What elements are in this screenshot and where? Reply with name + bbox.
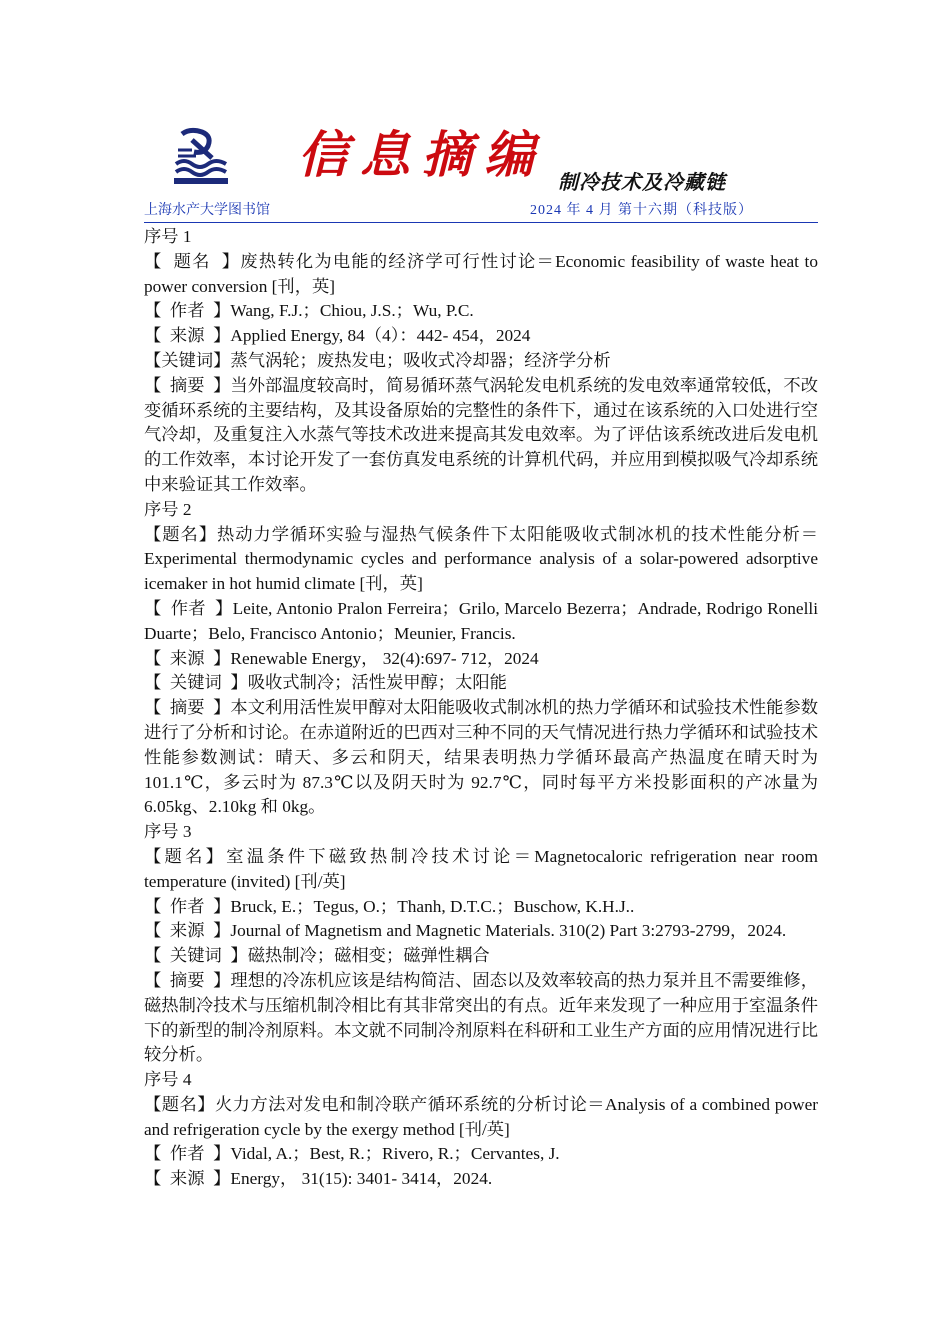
abstract-label: 【 摘要 】 (144, 970, 231, 990)
entry-author-line (144, 1142, 818, 1167)
source-label: 【 来源 】 (144, 326, 231, 346)
library-name: 上海水产大学图书馆 (144, 203, 270, 218)
entry-abstract: 本文利用活性炭甲醇对太阳能吸收式制冰机的热力学循环和试验技术性能参数进行了分析和讨论。在赤道附近的巴西对三种不同的天气情况进行热力学循环和试验技术性能参数测试：晴天、多云和阴天，结果表明热力学循环最高产热温度在晴天时为 101.1℃，多云时为 87.3℃以及阴天时为 92.7℃，同时每平方米投影面积的产冰量为 6.05kg、2.10kg 和 0kg。 (144, 698, 818, 817)
entries-list (144, 225, 818, 1192)
entry-author-line (144, 895, 818, 920)
issue-info: 2024 年 4 月 第十六期（科技版） (530, 203, 753, 218)
entry-source-line (144, 919, 818, 944)
entry-source-line (144, 647, 818, 672)
masthead (144, 120, 818, 200)
entry-keywords-line (144, 944, 818, 969)
entry-seq: 序号 4 (144, 1070, 192, 1090)
entry-source: Renewable Energy， 32(4):697- 712，2024 (230, 648, 539, 668)
masthead-subtitle: 制冷技术及冷藏链 (558, 170, 726, 194)
entry-author: Vidal, A.；Best, R.；Rivero, R.；Cervantes, J. (230, 1144, 560, 1164)
entry-author-line (144, 299, 818, 324)
entry-source-line (144, 1167, 818, 1192)
keywords-label: 【 关键词 】 (144, 673, 248, 693)
entry-4 (144, 1068, 818, 1192)
entry-abstract-line (144, 374, 818, 498)
entry-seq: 序号 3 (144, 822, 192, 842)
entry-source: Journal of Magnetism and Magnetic Materials. 310(2) Part 3:2793-2799，2024. (230, 921, 787, 941)
title-label: 【题名】 (144, 846, 227, 866)
entry-abstract: 当外部温度较高时，简易循环蒸气涡轮发电机系统的发电效率通常较低，不改变循环系统的主要结构，及其设备原始的完整性的条件下，通过在该系统的入口处进行空气冷却，及重复注入水蒸气等技术改进来提高其发电效率。为了评估该系统改进后发电机的工作效率，本讨论开发了一套仿真发电系统的计算机代码，并应用到模拟吸气冷却系统中来验证其工作效率。 (144, 375, 818, 494)
keywords-label: 【 关键词 】 (144, 946, 248, 966)
entry-keywords: 吸收式制冷；活性炭甲醇；太阳能 (247, 673, 507, 693)
entry-abstract-line (144, 696, 818, 820)
source-label: 【 来源 】 (144, 1169, 231, 1189)
masthead-title: 信息摘编 (298, 125, 546, 184)
author-label: 【 作者 】 (144, 301, 231, 321)
entry-keywords-line (144, 349, 818, 374)
entry-author: Bruck, E.；Tegus, O.；Thanh, D.T.C.；Buschow, K.H.J.. (230, 896, 635, 916)
entry-title-line (144, 845, 818, 895)
keywords-label: 【关键词】 (144, 350, 231, 370)
abstract-label: 【 摘要 】 (144, 698, 231, 718)
entry-title-line (144, 1093, 818, 1143)
source-label: 【 来源 】 (144, 648, 231, 668)
entry-author: Wang, F.J.；Chiou, J.S.；Wu, P.C. (230, 301, 474, 321)
entry-seq: 序号 1 (144, 227, 192, 246)
title-label: 【题名】 (144, 524, 217, 544)
entry-abstract: 理想的冷冻机应该是结构简洁、固态以及效率较高的热力泵并且不需要维修，磁热制冷技术与压缩机制冷相比有其非常突出的有点。近年来发现了一种应用于室温条件下的新型的制冷剂原料。本文就不同制冷剂原料在科研和工业生产方面的应用情况进行比较分析。 (144, 970, 818, 1065)
author-label: 【 作者 】 (144, 896, 231, 916)
author-label: 【 作者 】 (144, 1144, 231, 1164)
entry-title: 火力方法对发电和制冷联产循环系统的分析讨论＝Analysis of a combined power and refrigeration cycle by the exergy method [刊/英] (144, 1094, 818, 1139)
title-label: 【题名】 (144, 1094, 215, 1114)
entry-source-line (144, 324, 818, 349)
author-label: 【 作者 】 (144, 598, 233, 618)
entry-2 (144, 498, 818, 820)
entry-author: Leite, Antonio Pralon Ferreira；Grilo, Marcelo Bezerra；Andrade, Rodrigo Ronelli Duarte；Belo, Francisco Antonio；Meunier, Francis. (144, 598, 818, 643)
entry-source: Energy， 31(15): 3401- 3414，2024. (230, 1169, 493, 1189)
document-page (144, 120, 818, 1192)
entry-title: 热动力学循环实验与湿热气候条件下太阳能吸收式制冰机的技术性能分析＝Experimental thermodynamic cycles and performance analysis of a solar-powered adsorptive icemaker in hot humid climate [刊，英] (144, 524, 818, 594)
library-issue-line (144, 200, 818, 223)
entry-author-line (144, 597, 818, 647)
entry-title-line (144, 250, 818, 300)
entry-keywords-line (144, 671, 818, 696)
entry-title: 室温条件下磁致热制冷技术讨论＝Magnetocaloric refrigeration near room temperature (invited) [刊/英] (144, 846, 818, 891)
entry-title: 废热转化为电能的经济学可行性讨论＝Economic feasibility of waste heat to power conversion [刊，英] (144, 251, 818, 296)
title-label: 【 题名 】 (144, 251, 241, 271)
entry-abstract-line (144, 969, 818, 1068)
source-label: 【 来源 】 (144, 921, 231, 941)
library-logo-icon (172, 126, 230, 186)
abstract-label: 【 摘要 】 (144, 375, 231, 395)
entry-3 (144, 820, 818, 1068)
entry-seq: 序号 2 (144, 499, 192, 519)
entry-keywords: 磁热制冷；磁相变；磁弹性耦合 (247, 946, 490, 966)
entry-keywords: 蒸气涡轮；废热发电；吸收式冷却器；经济学分析 (230, 350, 611, 370)
entry-title-line (144, 523, 818, 597)
entry-1 (144, 225, 818, 498)
entry-source: Applied Energy, 84（4）：442- 454，2024 (230, 326, 531, 346)
